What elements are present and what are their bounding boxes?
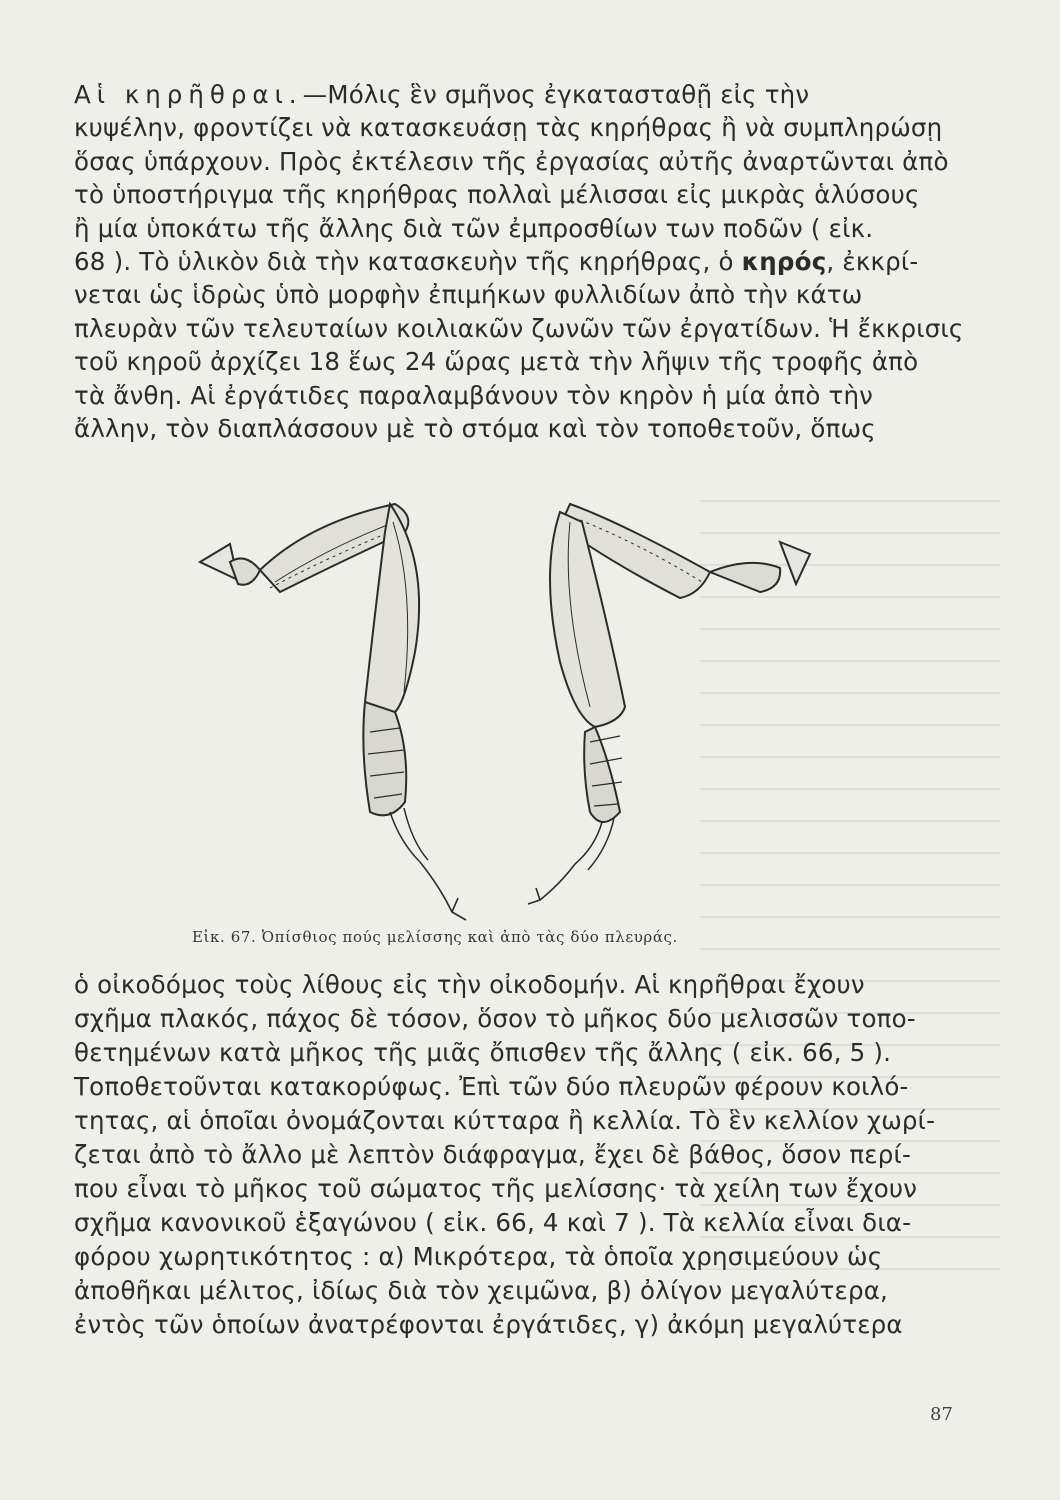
text-line: φόρου χωρητικότητος : α) Μικρότερα, τὰ ὁποῖα χρησιμεύουν ὡς [74,1242,883,1271]
text-line: ζεται ἀπὸ τὸ ἄλλο μὲ λεπτὸν διάφραγμα, ἔχει δὲ βάθος, ὅσον περί- [74,1140,912,1169]
right-leg-drawing [528,504,810,904]
text-line: ὁ οἰκοδόμος τοὺς λίθους εἰς τὴν οἰκοδομήν. Αἱ κηρῆθραι ἔχουν [74,970,865,999]
text-line: ἄλλην, τὸν διαπλάσσουν μὲ τὸ στόμα καὶ τὸν τοποθετοῦν, ὅπως [74,414,876,444]
paragraph-top [74,78,964,445]
text-line: τοῦ κηροῦ ἀρχίζει 18 ἕως 24 ὥρας μετὰ τὴν λῆψιν τῆς τροφῆς ἀπὸ [74,347,919,377]
text-line: πλευρὰν τῶν τελευταίων κοιλιακῶν ζωνῶν τῶν ἐργατίδων. Ἡ ἔκκρισις [74,313,964,343]
text-line: Αἱ κηρῆθραι.—Μόλις ἓν σμῆνος ἐγκατασταθῇ εἰς τὴν [74,80,810,109]
text-line: ὅσας ὑπάρχουν. Πρὸς ἐκτέλεσιν τῆς ἐργασίας αὐτῆς ἀναρτῶνται ἀπὸ [74,146,949,176]
text-line: 68 ). Τὸ ὑλικὸν διὰ τὴν κατασκευὴν τῆς κηρήθρας, ὁ κηρός, ἐκκρί- [74,247,919,277]
text-line: θετημένων κατὰ μῆκος τῆς μιᾶς ὄπισθεν τῆς ἄλλης ( εἰκ. 66, 5 ). [74,1038,892,1067]
text-line: νεται ὡς ἱδρὼς ὑπὸ μορφὴν ἐπιμήκων φυλλιδίων ἀπὸ τὴν κάτω [74,280,863,310]
text-line: σχῆμα κανονικοῦ ἑξαγώνου ( εἰκ. 66, 4 καὶ 7 ). Τὰ κελλία εἶναι δια- [74,1208,912,1237]
text-line: κυψέλην, φροντίζει νὰ κατασκευάσῃ τὰς κηρήθρας ἢ νὰ συμπληρώσῃ [74,113,943,143]
text-line: τητας, αἱ ὁποῖαι ὀνομάζονται κύτταρα ἢ κελλία. Τὸ ἓν κελλίον χωρί- [74,1106,936,1135]
text-line: που εἶναι τὸ μῆκος τοῦ σώματος τῆς μελίσσης· τὰ χείλη των ἔχουν [74,1174,918,1203]
left-leg-drawing [200,504,466,920]
paragraph-bottom [74,968,954,1342]
figure-caption: Εἰκ. 67. Ὀπίσθιος πούς μελίσσης καὶ ἀπὸ τὰς δύο πλευράς. [192,928,678,946]
text-line: Τοποθετοῦνται κατακορύφως. Ἐπὶ τῶν δύο πλευρῶν φέρουν κοιλό- [74,1072,909,1101]
text-line: τὰ ἄνθη. Αἱ ἐργάτιδες παραλαμβάνουν τὸν κηρὸν ἡ μία ἀπὸ τὴν [74,380,874,410]
text-line: ἀποθῆκαι μέλιτος, ἰδίως διὰ τὸν χειμῶνα, β) ὀλίγον μεγαλύτερα, [74,1276,889,1305]
text-line: ἢ μία ὑποκάτω τῆς ἄλλης διὰ τῶν ἐμπροσθίων των ποδῶν ( εἰκ. [74,213,874,243]
bee-hind-leg-illustration [190,492,870,932]
text-line: σχῆμα πλακός, πάχος δὲ τόσον, ὅσον τὸ μῆκος δύο μελισσῶν τοπο- [74,1004,916,1033]
text-line: ἐντὸς τῶν ὁποίων ἀνατρέφονται ἐργάτιδες, γ) ἀκόμη μεγαλύτερα [74,1310,903,1339]
bold-term: κηρός [741,247,827,277]
section-heading: Αἱ κηρῆθραι. [74,80,303,109]
text-line: τὸ ὑποστήριγμα τῆς κηρήθρας πολλαὶ μέλισσαι εἰς μικρὰς ἁλύσους [74,180,920,210]
page-number: 87 [930,1404,953,1425]
